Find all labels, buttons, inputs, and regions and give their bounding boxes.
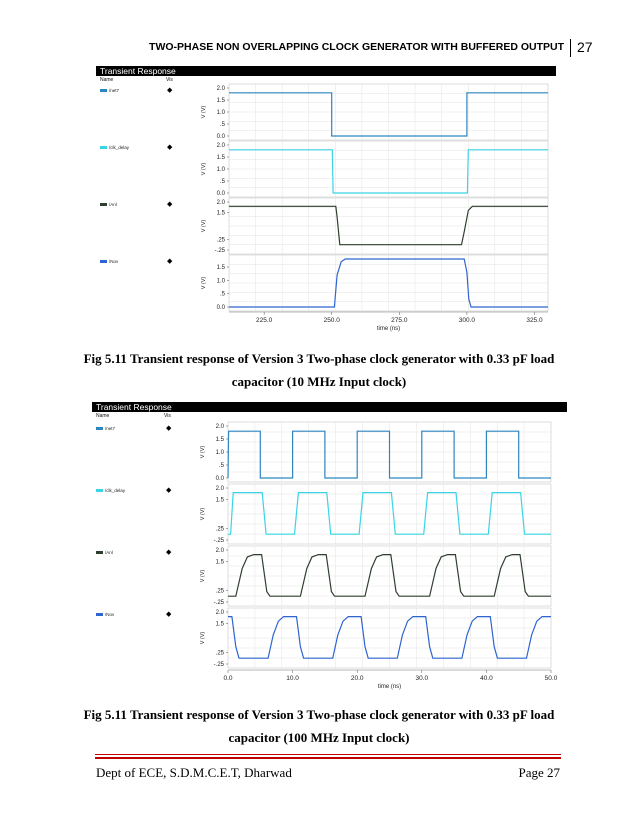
x-tick-label: 275.0 xyxy=(391,317,408,324)
transient-chart-1 xyxy=(96,66,556,332)
column-vis-header: Vis xyxy=(164,413,171,419)
x-tick-label: 225.0 xyxy=(256,317,273,324)
transient-chart-2 xyxy=(92,402,567,692)
y-tick-label: 1.5 xyxy=(215,559,224,566)
column-name-header: Name xyxy=(96,413,110,419)
transient-response-window-2 xyxy=(92,402,567,692)
signal-name[interactable] xyxy=(100,202,117,207)
y-tick-label: 0.0 xyxy=(216,191,225,197)
y-axis-label: V (V) xyxy=(200,631,206,645)
y-tick-label: 1.5 xyxy=(215,497,224,504)
visibility-eye-icon[interactable]: ◆ xyxy=(166,425,172,432)
signal-color-swatch xyxy=(100,203,107,206)
y-tick-label: .5 xyxy=(219,122,225,128)
signal-color-swatch xyxy=(96,551,103,554)
signal-name[interactable] xyxy=(96,612,114,617)
y-tick-label: .5 xyxy=(218,463,224,469)
y-tick-label: .5 xyxy=(219,291,225,298)
visibility-eye-icon[interactable]: ◆ xyxy=(166,611,172,618)
signal-color-swatch xyxy=(100,89,107,92)
signal-label: /Anl xyxy=(109,202,117,207)
signal-name[interactable] xyxy=(100,259,118,264)
visibility-eye-icon[interactable]: ◆ xyxy=(167,87,173,94)
y-tick-label: 1.5 xyxy=(216,265,225,271)
x-axis-label: time (ns) xyxy=(377,684,402,690)
visibility-eye-icon[interactable]: ◆ xyxy=(167,144,173,151)
y-tick-label: 2.0 xyxy=(215,424,224,430)
caption-line-2: capacitor (100 MHz Input clock) xyxy=(228,730,410,745)
y-tick-label: 1.5 xyxy=(216,155,225,161)
caption-line-1: Fig 5.11 Transient response of Version 3 Two-phase clock generator with 0.33 pF load xyxy=(83,351,555,366)
signal-label: /net7 xyxy=(109,88,120,93)
y-axis-label: V (V) xyxy=(201,162,207,176)
signal-color-swatch xyxy=(96,613,103,616)
signal-color-swatch xyxy=(96,489,103,492)
window-title: Transient Response xyxy=(92,402,567,412)
x-tick-label: 325.0 xyxy=(526,317,543,324)
y-axis-label: V (V) xyxy=(201,276,207,290)
x-tick-label: 40.0 xyxy=(480,675,493,682)
y-axis-label: V (V) xyxy=(200,445,206,459)
y-tick-label: 1.0 xyxy=(215,450,224,456)
footer-rule-thin xyxy=(95,754,561,755)
y-tick-label: 2.0 xyxy=(216,143,225,149)
x-axis-label: time (ns) xyxy=(376,326,401,332)
x-tick-label: 300.0 xyxy=(458,317,476,324)
y-tick-label: 1.0 xyxy=(216,278,225,285)
y-tick-label: .25 xyxy=(215,526,224,533)
y-tick-label: 2.0 xyxy=(215,548,224,554)
y-tick-label: 1.0 xyxy=(216,110,225,116)
signal-name[interactable] xyxy=(96,550,113,555)
visibility-eye-icon[interactable]: ◆ xyxy=(166,487,172,494)
x-tick-label: 0.0 xyxy=(223,675,233,682)
column-name-header: Name xyxy=(100,77,114,83)
footer-page: Page 27 xyxy=(518,765,560,780)
y-tick-label: 1.0 xyxy=(216,167,225,173)
visibility-eye-icon[interactable]: ◆ xyxy=(167,258,173,265)
signal-color-swatch xyxy=(100,146,107,149)
column-vis-header: Vis xyxy=(166,77,173,83)
x-tick-label: 250.0 xyxy=(323,317,340,324)
header-page-number: 27 xyxy=(577,39,593,55)
x-tick-label: 50.0 xyxy=(544,675,558,682)
y-tick-label: 0.0 xyxy=(216,305,225,311)
x-tick-label: 30.0 xyxy=(415,675,429,682)
y-axis-label: V (V) xyxy=(200,507,206,521)
signal-label: /Anl xyxy=(105,550,113,555)
visibility-eye-icon[interactable]: ◆ xyxy=(167,201,173,208)
y-tick-label: 0.0 xyxy=(215,476,224,482)
y-tick-label: -.25 xyxy=(213,538,224,544)
footer-rule-thick xyxy=(95,757,561,759)
y-tick-label: .25 xyxy=(216,237,225,244)
signal-label: /net7 xyxy=(105,426,116,431)
signal-label: /Nov xyxy=(105,612,115,617)
y-tick-label: -.25 xyxy=(213,600,224,606)
x-tick-label: 10.0 xyxy=(286,675,299,682)
y-tick-label: .5 xyxy=(219,179,225,185)
transient-response-window-1 xyxy=(96,66,556,332)
footer-department: Dept of ECE, S.D.M.C.E.T, Dharwad xyxy=(96,765,292,780)
signal-label: /clk_delay xyxy=(105,488,126,493)
signal-name[interactable] xyxy=(96,488,125,493)
y-tick-label: 0.0 xyxy=(216,134,225,140)
figure-caption-2 xyxy=(0,703,638,749)
figure-caption-1 xyxy=(0,347,638,393)
window-title: Transient Response xyxy=(96,66,556,76)
signal-label: /Nov xyxy=(109,259,119,264)
y-axis-label: V (V) xyxy=(200,569,206,583)
y-tick-label: 1.5 xyxy=(216,98,225,104)
y-tick-label: .25 xyxy=(215,588,224,595)
y-axis-label: V (V) xyxy=(201,105,207,119)
header-divider xyxy=(570,39,571,57)
y-tick-label: 1.5 xyxy=(216,210,225,217)
x-tick-label: 20.0 xyxy=(350,675,364,682)
signal-label: /clk_delay xyxy=(109,145,130,150)
y-tick-label: -.25 xyxy=(214,248,225,254)
caption-line-2: capacitor (10 MHz Input clock) xyxy=(231,374,407,389)
header-title: TWO-PHASE NON OVERLAPPING CLOCK GENERATOR WITH BUFFERED OUTPUT xyxy=(149,41,564,53)
signal-name[interactable] xyxy=(96,426,115,431)
signal-color-swatch xyxy=(96,427,103,430)
y-tick-label: 2.0 xyxy=(216,200,225,206)
y-tick-label: 2.0 xyxy=(216,86,225,92)
y-tick-label: .25 xyxy=(215,650,224,657)
y-tick-label: -.25 xyxy=(213,662,224,668)
y-tick-label: 1.5 xyxy=(215,437,224,443)
y-tick-label: 2.0 xyxy=(215,610,224,616)
caption-line-1: Fig 5.11 Transient response of Version 3 Two-phase clock generator with 0.33 pF load xyxy=(83,707,555,722)
signal-name[interactable] xyxy=(100,145,129,150)
signal-color-swatch xyxy=(100,260,107,263)
y-tick-label: 1.5 xyxy=(215,621,224,628)
y-axis-label: V (V) xyxy=(201,219,207,233)
visibility-eye-icon[interactable]: ◆ xyxy=(166,549,172,556)
y-tick-label: 2.0 xyxy=(215,486,224,492)
page-header xyxy=(0,39,638,59)
signal-name[interactable] xyxy=(100,88,119,93)
